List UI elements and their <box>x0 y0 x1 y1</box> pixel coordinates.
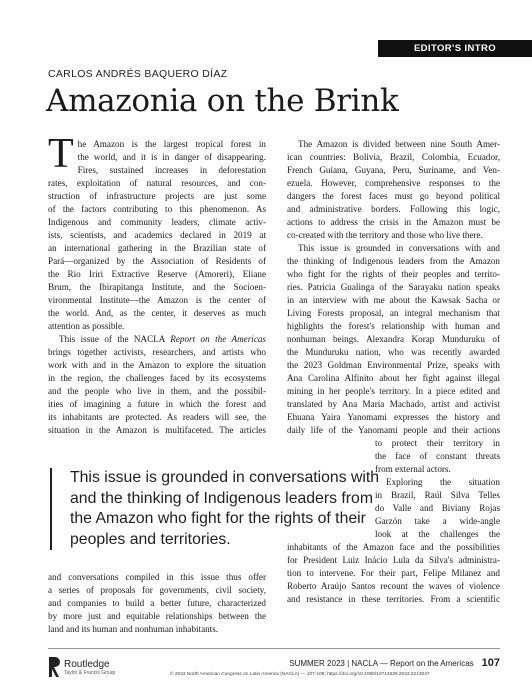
text-line: the world. And, as the center, it deserves as much <box>48 308 266 318</box>
text-line: land and its human and nonhuman inhabitants. <box>48 624 219 634</box>
paragraph-4 <box>287 242 500 437</box>
text-line: brings together activists, researchers, and artists who <box>48 347 266 357</box>
section-tag: EDITOR'S INTRO <box>378 40 532 57</box>
text-line: situation in the Amazon is multifaceted. The articles <box>48 425 266 435</box>
text-line: its inhabitants are protected. As readers will see, the <box>48 412 266 422</box>
text-line: to protect their territory in <box>375 438 500 448</box>
page-number: 107 <box>481 657 500 669</box>
text-line: ities of imagining a future in which the forest and <box>48 399 266 409</box>
text-line: French Guiana, Guyana, Peru, Suriname, and Ven- <box>287 165 500 175</box>
text-line: the Munduruku nation, who was recently awarded <box>287 347 500 357</box>
text-line: Ehuana Yaira Yanomami expresses the history and <box>287 412 500 422</box>
paragraph-1 <box>48 131 266 333</box>
paragraph-5-narrow <box>375 476 500 541</box>
text-line: the face of constant threats <box>375 451 500 461</box>
publisher-logo <box>48 656 115 678</box>
paragraph-4-narrow <box>375 437 500 476</box>
column-1-top <box>48 131 266 437</box>
footer-issue <box>289 657 500 669</box>
text-line: work with and in the Amazon to explore the situation <box>48 360 266 370</box>
text-line: and conversations compiled in this issue thus offer <box>48 572 266 582</box>
text-line: an international gathering in the Brazilian state of <box>48 243 266 253</box>
text-line: attention as possible. <box>48 321 125 331</box>
text-line: the thinking of Indigenous leaders from the Amazon <box>287 256 500 266</box>
text-line: in the region, the challenges faced by its ecosystems <box>48 373 266 383</box>
text-line: ezuela. However, comprehensive responses to the <box>287 178 500 188</box>
text-run: This issue of the NACLA <box>59 334 171 344</box>
text-line: ists, scientists, and academics declared in 2019 at <box>48 230 266 240</box>
text-line: translated by Ana María Machado, artist and activist <box>287 399 500 409</box>
routledge-logo-icon <box>48 656 60 678</box>
text-line: This issue is grounded in conversations with and <box>298 243 500 253</box>
text-line: vironmental Institute—the Amazon is the center of <box>48 295 266 305</box>
text-line: Fires, sustained increases in deforestation <box>77 165 266 175</box>
text-line: ican countries: Bolivia, Brazil, Colombia, Ecuador, <box>287 152 500 162</box>
text-line: of the factors contributing to this phenomenon. As <box>48 204 266 214</box>
text-line: the Rio Iriri Extractive Reserve (Amoreri), Eliane <box>48 269 266 279</box>
text-line: nonhuman beings. Alexandra Korap Munduruku of <box>287 334 500 344</box>
text-line: look at the challenges the <box>375 529 500 539</box>
pull-quote: This issue is grounded in conversations with and the thinking of Indigenous leaders from the Amazon who fight for the rights of their peoples and territories. <box>50 468 388 550</box>
text-line: and the people who live in them, and the possibil- <box>48 386 266 396</box>
issue-info: SUMMER 2023 | NACLA — Report on the Americas <box>289 659 474 668</box>
text-line: a series of proposals for governments, civil society, <box>48 585 266 595</box>
text-line: co-created with the territory and those who live there. <box>287 230 483 240</box>
text-line: by more just and equitable relationships between the <box>48 611 266 621</box>
drop-cap: T <box>48 131 74 177</box>
text-line: and administrative borders. Following this logic, <box>287 204 500 214</box>
text-line: Indigenous and community leaders, climate activ- <box>48 217 266 227</box>
text-line: mining in her people's territory. In a piece edited and <box>287 386 500 396</box>
text-line: Living Forests proposal, an integral mechanism that <box>287 308 500 318</box>
text-line: Brum, the Ibirapitanga Institute, and the Socioen- <box>48 282 266 292</box>
text-line: he Amazon is the largest tropical forest in <box>77 139 266 149</box>
text-line: who fight for the rights of their peoples and territo- <box>287 269 500 279</box>
text-line: the world, and it is in danger of disappearing. <box>77 152 266 162</box>
text-line: highlights the forest's relationship with human and <box>287 321 500 331</box>
text-line: Pará—organized by the Association of Residents of <box>48 256 266 266</box>
text-line: and resistance in these territories. From a scientific <box>287 594 500 604</box>
text-line: do Valle and Biviany Rojas <box>375 503 500 513</box>
column-1-bottom <box>48 571 266 636</box>
copyright-line: © 2023 North American Congress on Latin America (NACLA) — 107-109; https://doi.org/10.1080/10714839.2023.2213047 <box>170 672 430 677</box>
text-line: Exploring the situation <box>386 477 500 487</box>
text-line: inhabitants of the Amazon face and the possibilities <box>287 542 500 552</box>
text-line: Garzón take a wide-angle <box>375 516 500 526</box>
text-line: Ana Carolina Alfinito about her fight against illegal <box>287 373 500 383</box>
text-line: for President Luiz Inácio Lula da Silva's administra- <box>287 555 500 565</box>
publication-title: Report on the Americas <box>170 334 266 344</box>
text-line: dangers the forest faces must go beyond political <box>287 191 500 201</box>
text-line: tion to intervene. For their part, Felipe Milanez and <box>287 568 500 578</box>
publisher-name: Routledge <box>64 658 110 670</box>
paragraph-2 <box>48 333 266 437</box>
text-line: Roberto Araújo Santos recount the waves of violence <box>287 581 500 591</box>
text-line: in an interview with me about the Kawsak Sacha or <box>287 295 500 305</box>
text-line: the 2023 Goldman Environmental Prize, speaks with <box>287 360 500 370</box>
author-name: CARLOS ANDRÉS BAQUERO DÍAZ <box>48 68 228 80</box>
publisher-subtitle: Taylor & Francis Group <box>64 669 116 676</box>
text-line: The Amazon is divided between nine South Amer- <box>298 139 500 149</box>
article-title: Amazonia on the Brink <box>46 83 399 119</box>
text-line: daily life of the Yanomami people and their actions <box>287 425 500 435</box>
text-line: actions to address the crisis in the Amazon must be <box>287 217 500 227</box>
text-line: from external actors. <box>375 464 451 474</box>
paragraph-3 <box>287 138 500 242</box>
text-line: ries. Patricia Gualinga of the Sarayaku nation speaks <box>287 282 500 292</box>
text-line: struction of infrastructure projects are just some <box>48 191 266 201</box>
text-line <box>48 333 266 346</box>
text-line: in Brazil, Raúl Silva Telles <box>375 490 500 500</box>
paragraph-5 <box>287 541 500 606</box>
text-line: and companies to build a better future, characterized <box>48 598 266 608</box>
text-line: rates, exploitation of natural resources, and con- <box>48 178 266 188</box>
footer-divider <box>48 648 500 649</box>
